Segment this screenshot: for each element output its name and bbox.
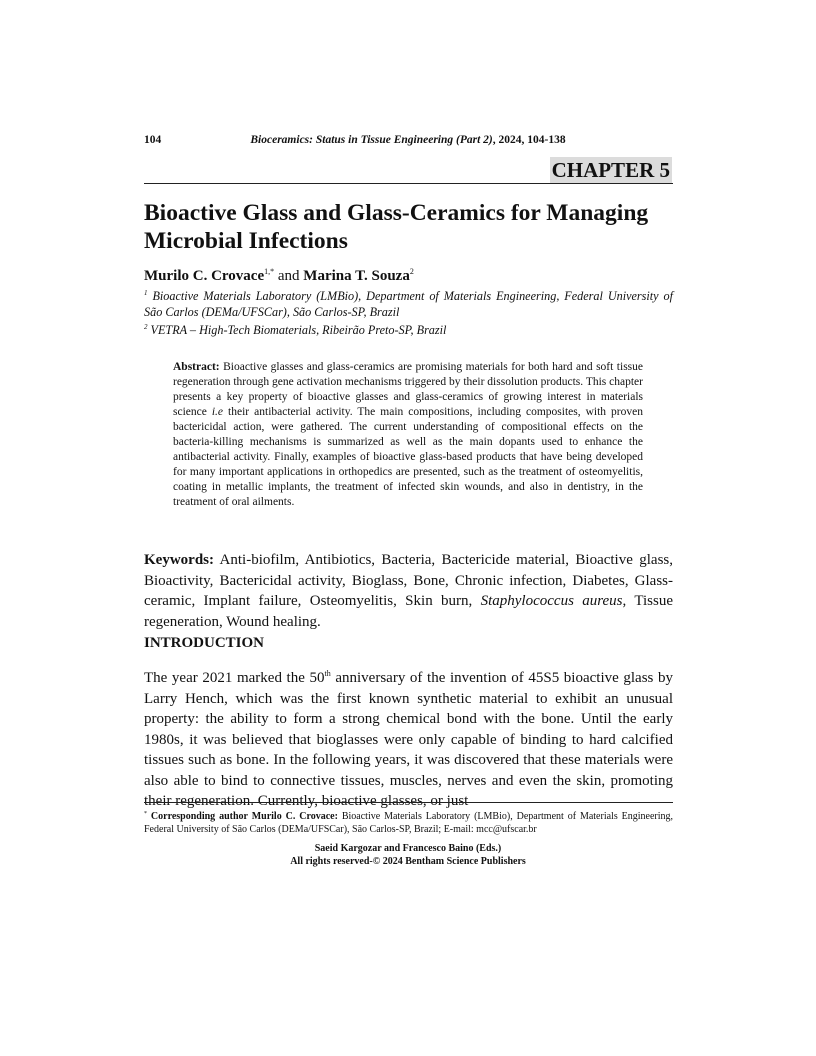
intro-text-a: The year 2021 marked the 50 <box>144 670 325 686</box>
editors-line: Saeid Kargozar and Francesco Baino (Eds.) <box>314 843 502 854</box>
running-header <box>144 134 672 146</box>
affiliation-2-marker: 2 <box>144 323 148 331</box>
author-1: Murilo C. Crovace <box>144 268 265 284</box>
editors-block <box>144 842 672 868</box>
journal-year-pages: , 2024, 104-138 <box>492 134 566 146</box>
chapter-label: CHAPTER 5 <box>551 158 670 182</box>
keywords-label: Keywords: <box>144 552 214 568</box>
author-connector: and <box>274 268 304 284</box>
page-number: 104 <box>144 134 162 146</box>
abstract-text-a: Bioactive glasses and glass-ceramics are promising materials for both hard and soft tissue regeneration through gene activation mechanisms triggered by their dissolution products. This chapter presents a key property of bioactive glasses and glass-ceramics of growing interest in materials science <box>173 361 643 418</box>
affiliation-1-marker: 1 <box>144 289 148 297</box>
footnote-label: Corresponding author Murilo C. Crovace: <box>147 811 338 822</box>
author-2-affil: 2 <box>409 267 414 276</box>
author-line <box>144 263 414 285</box>
intro-ordinal: th <box>324 669 331 678</box>
keywords-text-a: Anti-biofilm, Antibiotics, Bacteria, Bactericide material, Bioactive glass, Bioactivity, Bactericidal activity, Bioglass, Bone, Chronic infection, Diabetes, Glass-ceramic, Implant failure, Osteomyelitis, Skin burn, <box>144 552 673 609</box>
footnote <box>144 808 673 836</box>
abstract-label: Abstract: <box>173 361 220 373</box>
keywords-text-b: , Tissue regeneration, Wound healing. <box>144 593 673 630</box>
keywords-species: Staphylococcus aureus <box>480 593 623 609</box>
copyright-line: All rights reserved-© 2024 Bentham Science Publishers <box>290 856 526 867</box>
intro-text-b: anniversary of the invention of 45S5 bioactive glass by Larry Hench, which was the first known synthetic material to exhibit an unusual property: the ability to form a strong chemical bond with the bone. Until the early 1980s, it was believed that bioglasses were only capable of binding to hard calcified tissues such as bone. In the following years, it was discovered that these materials were also able to bind to connective tissues, muscles, nerves and even the skin, promoting their regeneration. Currently, bioactive glasses, or just <box>144 670 674 809</box>
introduction-paragraph <box>144 664 673 812</box>
section-heading-introduction: INTRODUCTION <box>144 635 265 651</box>
author-2: Marina T. Souza <box>303 268 410 284</box>
footnote-rule <box>144 802 673 803</box>
abstract-ie: i.e <box>211 406 224 418</box>
abstract <box>173 360 643 510</box>
journal-title: Bioceramics: Status in Tissue Engineering (Part 2) <box>250 134 493 146</box>
footnote-text: Bioactive Materials Laboratory (LMBio), Department of Materials Engineering, Federal University of São Carlos (DEMa/UFSCar), São Carlos-SP, Brazil; E-mail: mcc@ufscar.br <box>144 811 673 835</box>
keywords <box>144 550 673 632</box>
affiliation-2 <box>144 319 673 338</box>
affiliation-1 <box>144 285 673 320</box>
header-rule <box>144 183 673 184</box>
footnote-marker: * <box>144 811 147 817</box>
abstract-text-b: their antibacterial activity. The main compositions, including composites, with proven bactericidal action, were gathered. The current understanding of compositional effects on the bacteria-killing mechanisms is summarized as well as the main dopants used to enhance the antibacterial activity. Finally, examples of bioactive glass-based products that have being developed for many important applications in orthopedics are presented, such as the treatment of osteomyelitis, coating in metallic implants, the treatment of infected skin wounds, and also in dentistry, in the treatment of oral ailments. <box>173 406 643 508</box>
affiliation-1-text: Bioactive Materials Laboratory (LMBio), Department of Materials Engineering, Federal University of São Carlos (DEMa/UFSCar), São Carlos-SP, Brazil <box>144 289 674 319</box>
affiliation-2-text: VETRA – High-Tech Biomaterials, Ribeirão Preto-SP, Brazil <box>150 323 447 337</box>
chapter-title: Bioactive Glass and Glass-Ceramics for Managing Microbial Infections <box>144 200 649 254</box>
author-1-affil: 1,* <box>264 267 275 276</box>
